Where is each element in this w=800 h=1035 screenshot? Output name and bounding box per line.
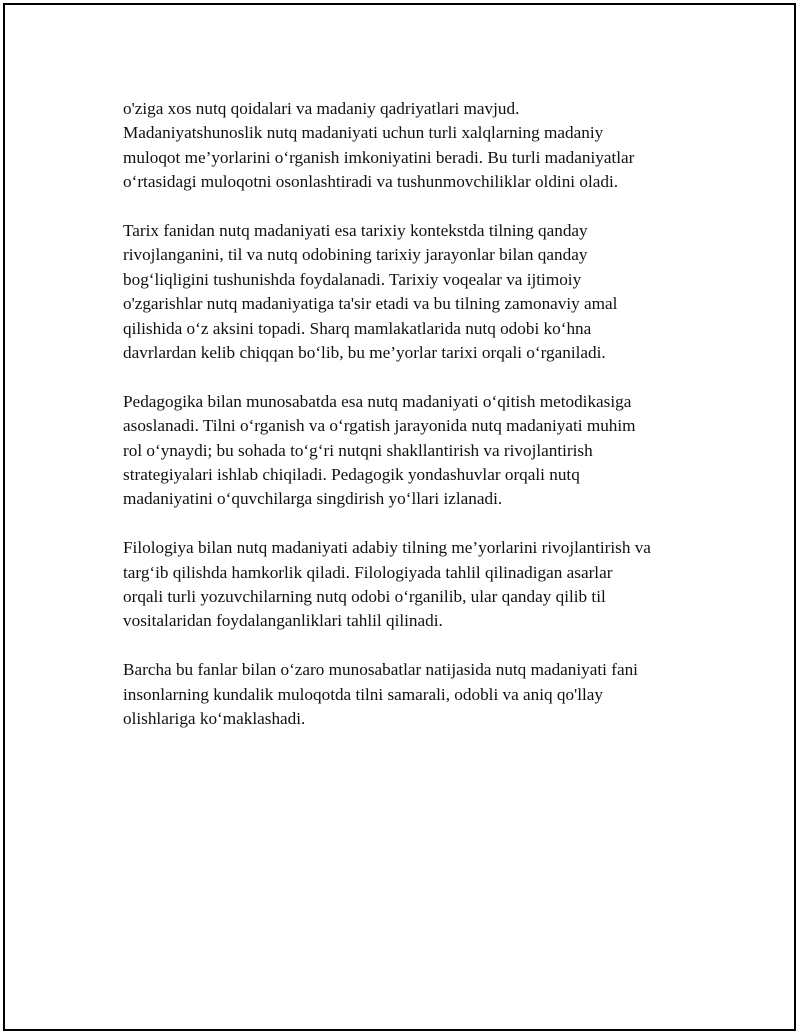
paragraph-4	[123, 536, 703, 634]
paragraph-line: strategiyalari ishlab chiqiladi. Pedagogik yondashuvlar orqali nutq	[123, 465, 580, 485]
paragraph-line: rol o‘ynaydi; bu sohada to‘g‘ri nutqni shakllantirish va rivojlantirish	[123, 440, 593, 460]
paragraph-line: olishlariga ko‘maklashadi.	[123, 709, 306, 729]
paragraph-line: Tarix fanidan nutq madaniyati esa tarixiy kontekstda tilning qanday	[123, 221, 588, 241]
paragraph-2	[123, 219, 703, 365]
paragraph-line: o'ziga xos nutq qoidalari va madaniy qadriyatlari mavjud.	[123, 99, 520, 118]
paragraph-line: o‘rtasidagi muloqotni osonlashtiradi va tushunmovchiliklar oldini oladi.	[123, 172, 619, 192]
paragraph-line: rivojlanganini, til va nutq odobining tarixiy jarayonlar bilan qanday	[123, 245, 588, 265]
paragraph-line: asoslanadi. Tilni o‘rganish va o‘rgatish jarayonida nutq madaniyati muhim	[123, 416, 636, 436]
paragraph-line: orqali turli yozuvchilarning nutq odobi o‘rganilib, ular qanday qilib til	[123, 587, 606, 607]
document-body	[123, 97, 703, 756]
paragraph-line: bog‘liqligini tushunishda foydalanadi. Tarixiy voqealar va ijtimoiy	[123, 269, 582, 289]
paragraph-line: Barcha bu fanlar bilan o‘zaro munosabatlar natijasida nutq madaniyati fani	[123, 660, 638, 680]
paragraph-line: madaniyatini o‘quvchilarga singdirish yo‘llari izlanadi.	[123, 489, 503, 509]
paragraph-line: o'zgarishlar nutq madaniyatiga ta'sir etadi va bu tilning zamonaviy amal	[123, 294, 618, 314]
paragraph-line: davrlardan kelib chiqqan bo‘lib, bu me’yorlar tarixi orqali o‘rganiladi.	[123, 343, 606, 363]
paragraph-line: insonlarning kundalik muloqotda tilni samarali, odobli va aniq qo'llay	[123, 684, 603, 704]
paragraph-line: targ‘ib qilishda hamkorlik qiladi. Filologiyada tahlil qilinadigan asarlar	[123, 562, 613, 582]
paragraph-line: qilishida o‘z aksini topadi. Sharq mamlakatlarida nutq odobi ko‘hna	[123, 318, 592, 338]
paragraph-line: muloqot me’yorlarini o‘rganish imkoniyatini beradi. Bu turli madaniyatlar	[123, 147, 635, 167]
paragraph-3	[123, 390, 703, 512]
page-frame	[4, 4, 795, 1030]
paragraph-line: vositalaridan foydalanganliklari tahlil qilinadi.	[123, 611, 443, 631]
paragraph-line: Pedagogika bilan munosabatda esa nutq madaniyati o‘qitish metodikasiga	[123, 391, 632, 411]
paragraph-line: Madaniyatshunoslik nutq madaniyati uchun turli xalqlarning madaniy	[123, 123, 604, 143]
paragraph-5	[123, 658, 703, 731]
paragraph-1	[123, 97, 703, 195]
paragraph-line: Filologiya bilan nutq madaniyati adabiy tilning me’yorlarini rivojlantirish va	[123, 538, 651, 558]
